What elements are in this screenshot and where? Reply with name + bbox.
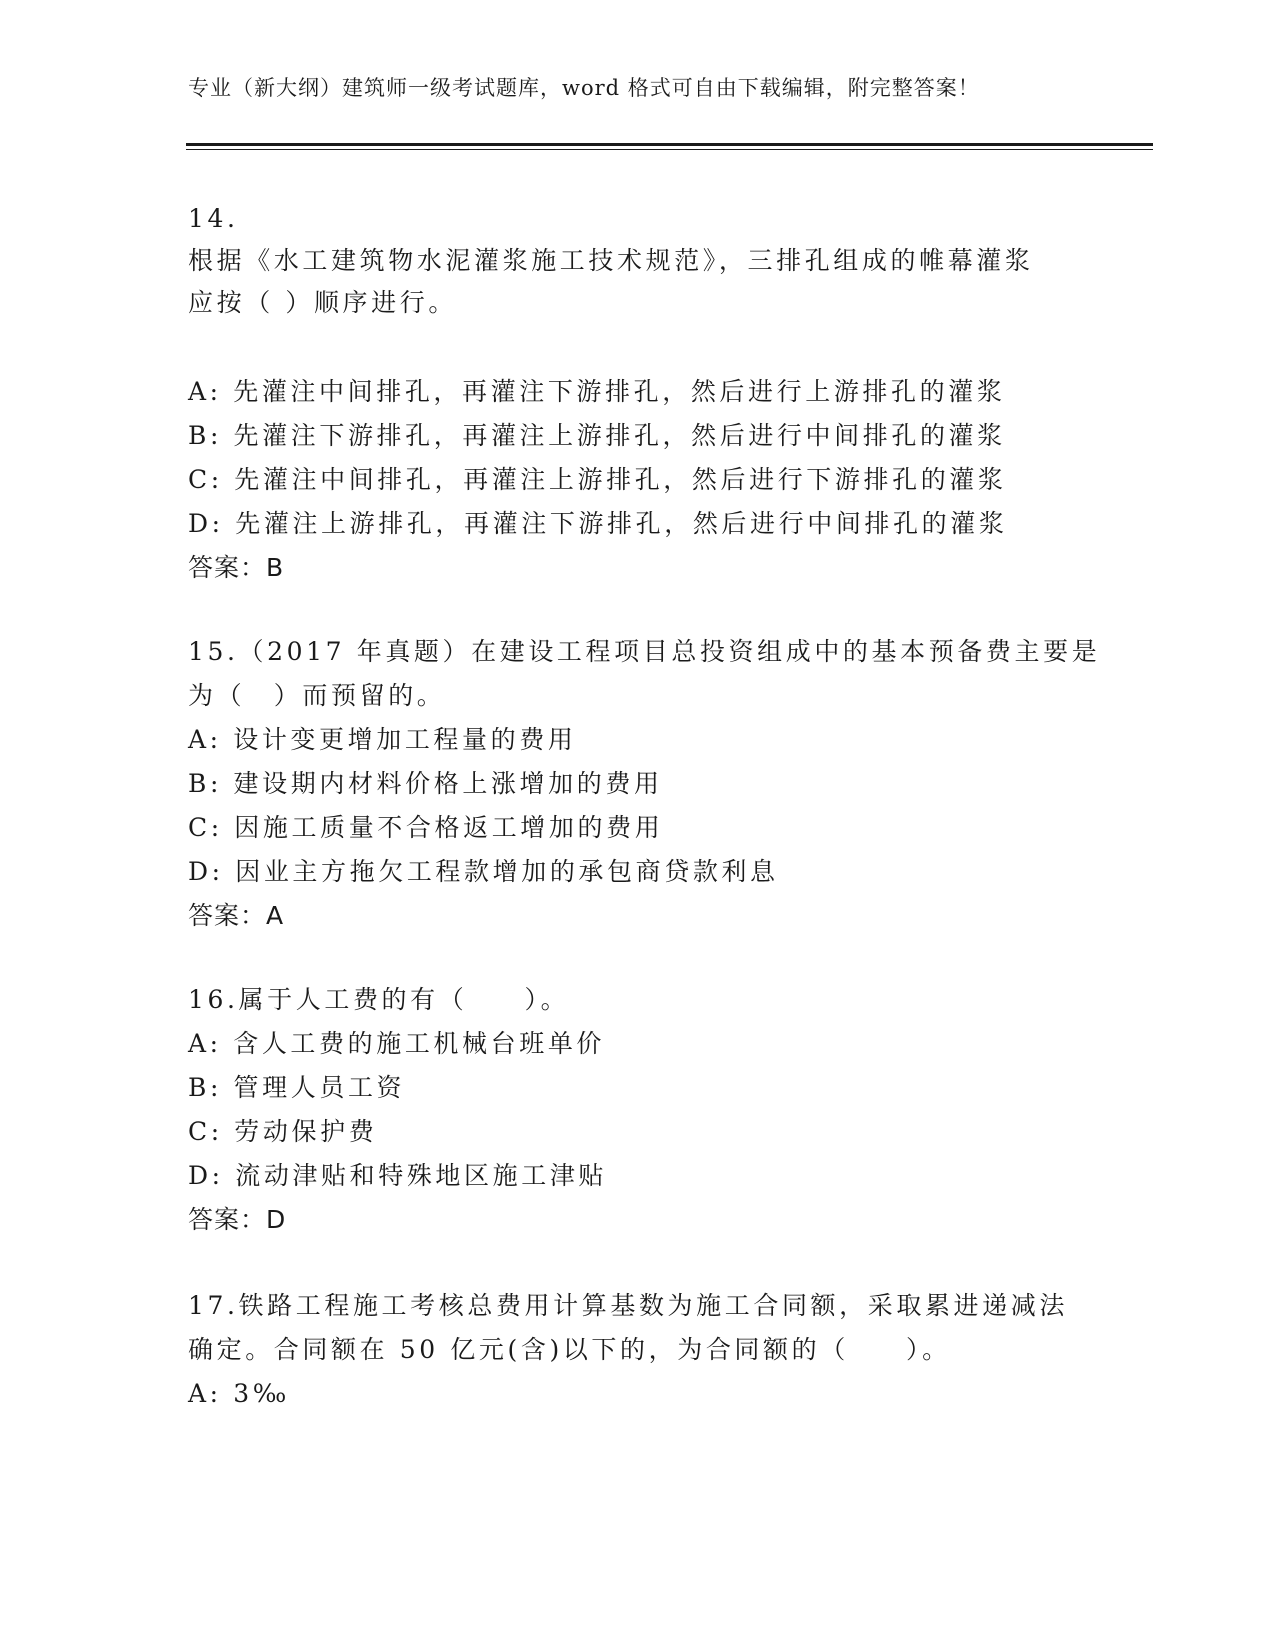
question-14-answer: 答案：B <box>188 553 285 582</box>
header-divider-thick <box>186 143 1153 146</box>
question-14-option-c: C: 先灌注中间排孔，再灌注上游排孔，然后进行下游排孔的灌浆 <box>188 465 1007 494</box>
question-15-option-d: D: 因业主方拖欠工程款增加的承包商贷款利息 <box>188 857 779 886</box>
question-16-option-a: A: 含人工费的施工机械台班单价 <box>188 1029 606 1058</box>
question-15-option-c: C: 因施工质量不合格返工增加的费用 <box>188 813 664 842</box>
question-16-option-c: C: 劳动保护费 <box>188 1117 378 1146</box>
question-15-stem-line-1: 15.（2017 年真题）在建设工程项目总投资组成中的基本预备费主要是 <box>188 637 1101 666</box>
question-14-stem-line-1: 根据《水工建筑物水泥灌浆施工技术规范》，三排孔组成的帷幕灌浆 <box>188 246 1034 275</box>
question-15-option-b: B: 建设期内材料价格上涨增加的费用 <box>188 769 663 798</box>
question-16-option-b: B: 管理人员工资 <box>188 1073 406 1102</box>
question-14-stem-line-2: 应按（ ）顺序进行。 <box>188 288 457 317</box>
header-divider-thin <box>186 149 1153 150</box>
question-16-answer: 答案：D <box>188 1205 287 1234</box>
question-14-number: 14. <box>188 204 239 233</box>
question-17-stem-line-1: 17.铁路工程施工考核总费用计算基数为施工合同额，采取累进递减法 <box>188 1291 1068 1320</box>
question-15-stem-line-2: 为（ ）而预留的。 <box>188 681 446 710</box>
question-16-stem-line-1: 16.属于人工费的有（ ）。 <box>188 985 570 1014</box>
question-16-option-d: D: 流动津贴和特殊地区施工津贴 <box>188 1161 608 1190</box>
question-17-option-a: A: 3‰ <box>188 1379 290 1408</box>
question-14-option-b: B: 先灌注下游排孔，再灌注上游排孔，然后进行中间排孔的灌浆 <box>188 421 1006 450</box>
question-14-option-d: D: 先灌注上游排孔，再灌注下游排孔，然后进行中间排孔的灌浆 <box>188 509 1008 538</box>
question-15-option-a: A: 设计变更增加工程量的费用 <box>188 725 577 754</box>
question-14-option-a: A: 先灌注中间排孔，再灌注下游排孔，然后进行上游排孔的灌浆 <box>188 377 1006 406</box>
page-header-title: 专业（新大纲）建筑师一级考试题库，word 格式可自由下载编辑，附完整答案！ <box>188 76 980 100</box>
question-15-answer: 答案：A <box>188 901 285 930</box>
question-17-stem-line-2: 确定。合同额在 50 亿元(含)以下的，为合同额的（ ）。 <box>188 1335 951 1364</box>
